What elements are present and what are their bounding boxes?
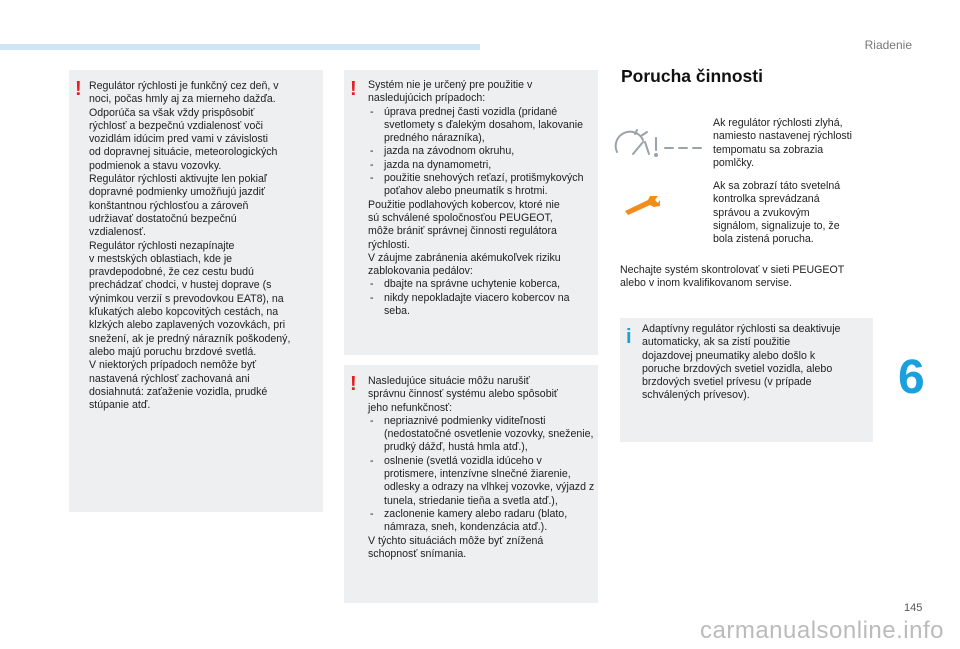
text-line: poruche brzdových svetiel vozidla, alebo xyxy=(642,362,833,375)
text-line: od dopravnej situácie, meteorologických xyxy=(89,146,278,159)
text-line: konštantnou rýchlosťou a zároveň xyxy=(89,199,249,212)
header-accent-bar xyxy=(0,44,480,50)
situation-list xyxy=(368,415,596,535)
text-line: schopnosť snímania. xyxy=(368,547,467,560)
text-line: nasledujúcich prípadoch: xyxy=(368,92,486,105)
text-line: tempomatu sa zobrazia xyxy=(713,143,824,156)
text-line: zablokovania pedálov: xyxy=(368,265,473,278)
text-line: môže brániť správnej činnosti regulátora xyxy=(368,225,557,238)
text-line: dojazdovej pneumatiky alebo došlo k xyxy=(642,349,816,362)
info-box-adaptive xyxy=(620,318,873,442)
text-line: rýchlosti. xyxy=(368,238,410,251)
fault-description xyxy=(713,117,873,170)
text-line: správnu činnosť systému alebo spôsobiť xyxy=(368,388,558,401)
list-item: - oslnenie (svetlá vozidla idúceho v protismere, intenzívne slnečné žiarenie, odlesky a odrazy na vlhkej vozovke, výjazd z tunela, striedanie tieňa a svetla atď.), xyxy=(368,455,596,508)
text-line: V niektorých prípadoch nemôže byť xyxy=(89,359,257,372)
text-line: Ak sa zobrazí táto svetelná xyxy=(713,180,841,192)
text-line: noci, počas hmly aj za mierneho dažďa. xyxy=(89,93,276,106)
service-advice xyxy=(620,264,875,291)
list-item: - použitie snehových reťazí, protišmykových poťahov alebo pneumatík s hrotmi. xyxy=(368,172,594,199)
restriction-list xyxy=(368,106,594,199)
warning-lamp-description xyxy=(713,180,873,246)
text-line: stúpanie atď. xyxy=(89,399,151,412)
info-box-text xyxy=(642,323,870,403)
text-line: dosiahnutá: zaťaženie vozidla, prudké xyxy=(89,385,268,398)
watermark: carmanualsonline.info xyxy=(700,617,944,644)
text-line: alebo majú poruchu brzdové svetlá. xyxy=(89,345,257,358)
text-line: Použitie podlahových kobercov, ktoré nie xyxy=(368,198,560,211)
text-line: podmienok a stavu vozovky. xyxy=(89,159,222,172)
list-item: - jazda na závodnom okruhu, xyxy=(368,145,594,158)
text-line: Nasledujúce situácie môžu narušiť xyxy=(368,375,530,387)
text-line: V týchto situáciách môže byť znížená xyxy=(368,534,544,547)
list-item: - úprava prednej časti vozidla (pridané svetlomety s ďalekým dosahom, lakovanie predného nárazníka), xyxy=(368,106,594,146)
text-line: V záujme zabránenia akémukoľvek riziku xyxy=(368,251,561,264)
text-line: alebo v inom kvalifikovanom servise. xyxy=(620,277,792,290)
text-line: vozidlám idúcim pred vami v závislosti xyxy=(89,133,268,146)
text-line: schválených prívesov). xyxy=(642,389,750,402)
text-line: Regulátor rýchlosti nezapínajte xyxy=(89,239,235,252)
text-line: Systém nie je určený pre použitie v xyxy=(368,79,533,91)
warning-exclamation-icon: ! xyxy=(350,78,357,100)
warning-exclamation-icon: ! xyxy=(350,373,357,395)
text-line: Nechajte systém skontrolovať v sieti PEUGEOT xyxy=(620,264,845,276)
text-line: nastavená rýchlosť zachovaná ani xyxy=(89,372,250,385)
warning-box-situations-text xyxy=(368,375,596,561)
text-line: pravdepodobné, že cez cestu budú xyxy=(89,266,254,279)
text-line: Regulátor rýchlosti aktivujte len pokiaľ xyxy=(89,173,267,186)
warning-box-situations xyxy=(344,365,598,603)
text-line: pomlčky. xyxy=(713,156,755,169)
wrench-warning-lamp-icon xyxy=(622,192,662,216)
warning-exclamation-icon: ! xyxy=(75,78,82,100)
page-number: 145 xyxy=(904,602,923,614)
text-line: signálom, signalizuje to, že xyxy=(713,219,840,232)
list-item: - jazda na dynamometri, xyxy=(368,159,594,172)
section-title: Riadenie xyxy=(864,38,912,52)
text-line: jeho nefunkčnosť: xyxy=(368,401,453,414)
list-item: - nikdy nepokladajte viacero kobercov na seba. xyxy=(368,292,594,319)
text-line: rýchlosť a bezpečnú vzdialenosť voči xyxy=(89,119,264,132)
text-line: udržiavať dostatočnú bezpečnú xyxy=(89,212,237,225)
text-line: kľukatých alebo kopcovitých cestách, na xyxy=(89,306,279,319)
text-line: dopravné podmienky umožňujú jazdiť xyxy=(89,186,265,199)
text-line: Regulátor rýchlosti je funkčný cez deň, v xyxy=(89,80,279,92)
warning-box-restrictions-text xyxy=(368,79,594,318)
speed-regulator-fault-icon xyxy=(613,128,703,162)
text-line: brzdových svetiel prívesu (v prípade xyxy=(642,376,812,389)
text-line: namiesto nastavenej rýchlosti xyxy=(713,130,852,143)
text-line: prechádzať chodci, v hustej doprave (s xyxy=(89,279,272,292)
warning-box-usage-text xyxy=(89,80,319,412)
page-title: Porucha činnosti xyxy=(621,66,763,86)
text-line: výnimkou verzií s prevodovkou EAT8), na xyxy=(89,292,284,305)
text-line: Ak regulátor rýchlosti zlyhá, xyxy=(713,117,843,129)
mat-list xyxy=(368,278,594,318)
list-item: - zaclonenie kamery alebo radaru (blato, námraza, sneh, kondenzácia atď.). xyxy=(368,508,596,535)
text-line: správou a zvukovým xyxy=(713,206,810,219)
warning-box-usage xyxy=(69,70,323,512)
list-item: - nepriaznivé podmienky viditeľnosti (nedostatočné osvetlenie vozovky, sneženie, prudký dážď, hustá hmla atď.), xyxy=(368,415,596,455)
list-item: - dbajte na správne uchytenie koberca, xyxy=(368,278,594,291)
text-line: klzkých alebo zaplavených vozovkách, pri xyxy=(89,319,286,332)
chapter-number: 6 xyxy=(898,351,925,404)
text-line: kontrolka sprevádzaná xyxy=(713,193,820,206)
text-line: sú schválené spoločnosťou PEUGEOT, xyxy=(368,211,553,224)
text-line: vzdialenosť. xyxy=(89,226,146,239)
text-line: automaticky, ak sa zistí použitie xyxy=(642,336,791,349)
text-line: snežení, ak je predný nárazník poškodený, xyxy=(89,332,291,345)
text-line: Adaptívny regulátor rýchlosti sa deaktivuje xyxy=(642,323,841,335)
text-line: Odporúča sa však vždy prispôsobiť xyxy=(89,106,255,119)
info-icon: i xyxy=(626,326,632,348)
text-line: bola zistená porucha. xyxy=(713,233,814,246)
text-line: v mestských oblastiach, kde je xyxy=(89,252,233,265)
warning-box-restrictions xyxy=(344,70,598,355)
